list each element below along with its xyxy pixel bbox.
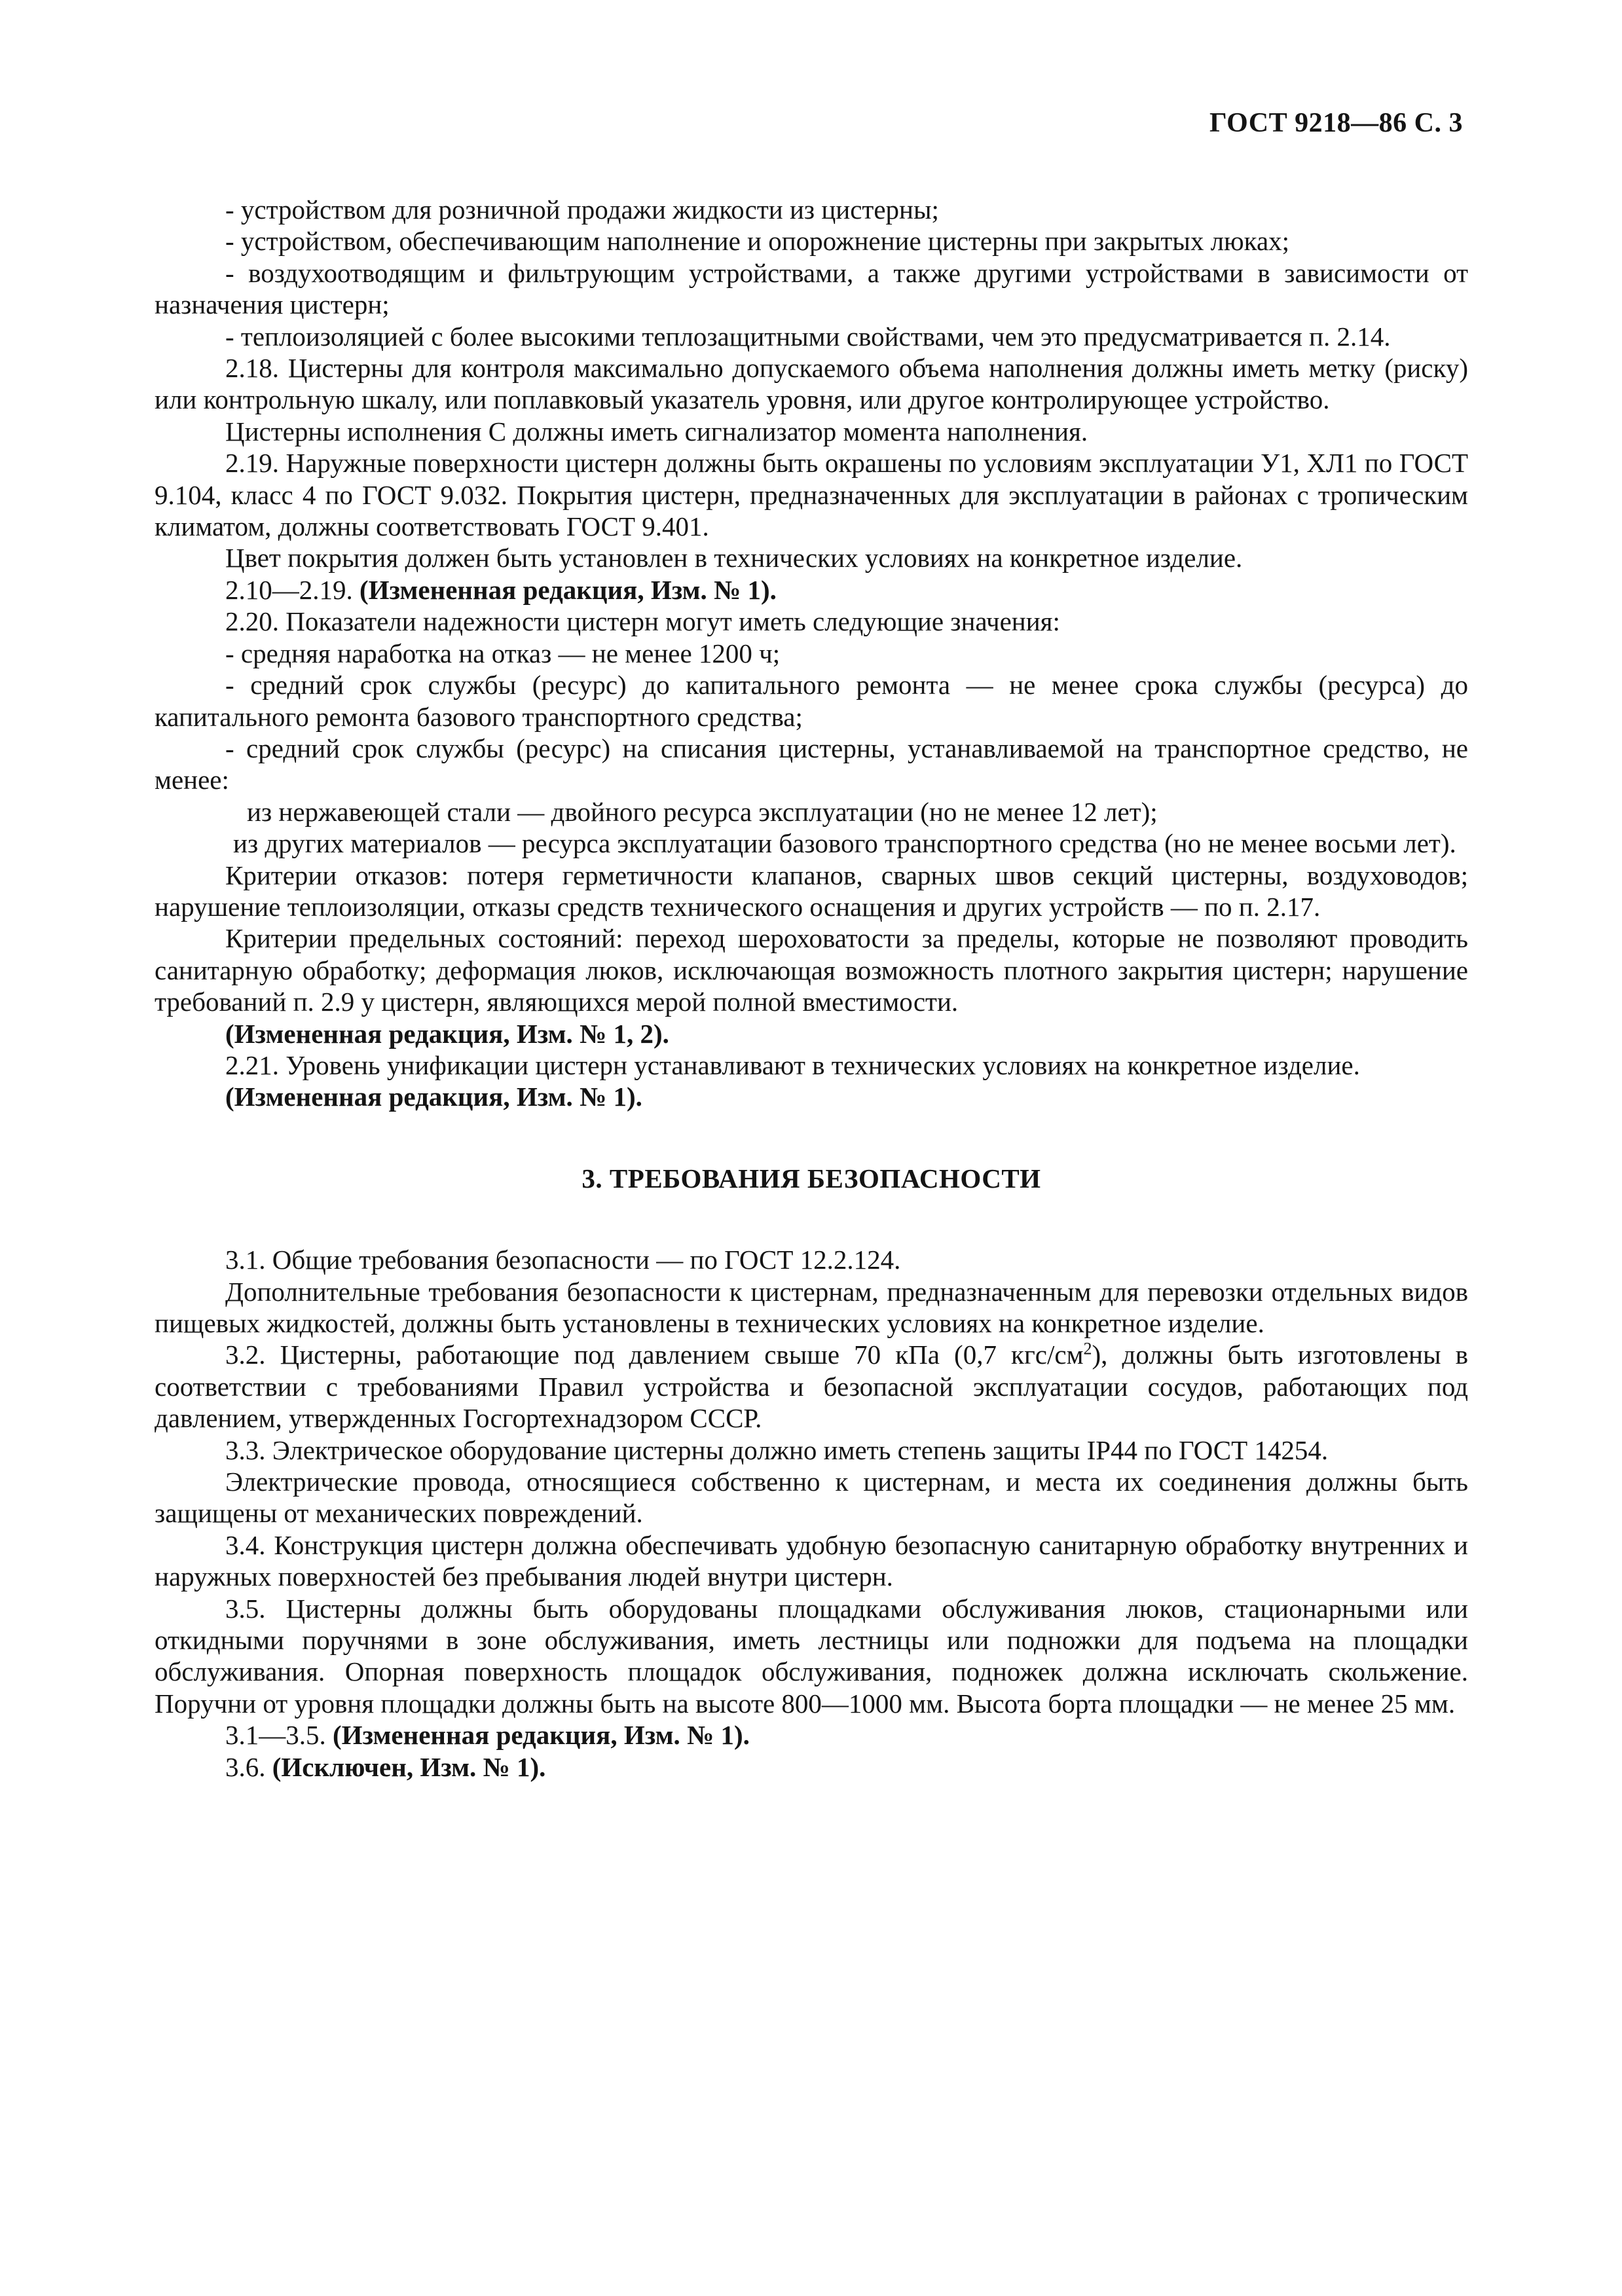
paragraph: 3.3. Электрическое оборудование цистерны должно иметь степень защиты IP44 по ГОСТ 14254.	[225, 1434, 1329, 1465]
paragraph: Критерии отказов: потеря герметичности клапанов, сварных швов секций цистерны, воздуховодов; нарушение теплоизоляции, отказы средств технического оснащения и других устройств — по п. 2.17.	[155, 860, 1468, 922]
paragraph: Дополнительные требования безопасности к цистернам, предназначенным для перевозки отдельных видов пищевых жидкостей, должны быть установлены в технических условиях на конкретное изделие.	[155, 1276, 1468, 1338]
superscript: 2	[1083, 1339, 1092, 1358]
paragraph: Цистерны исполнения С должны иметь сигнализатор момента наполнения.	[225, 416, 1088, 446]
paragraph: 3.5. Цистерны должны быть оборудованы площадками обслуживания люков, стационарными или откидными поручнями в зоне обслуживания, иметь лестницы или подножки для подъема на площадки обслуживания. Опорная поверхность площадок обслуживания, подножек должна исключать скольжение. Поручни от уровня площадки должны быть на высоте 800—1000 мм. Высота борта площадки — не менее 25 мм.	[155, 1593, 1468, 1719]
amendment-text: (Измененная редакция, Изм. № 1).	[359, 574, 777, 605]
paragraph: 3.1. Общие требования безопасности — по ГОСТ 12.2.124.	[225, 1245, 901, 1275]
paragraph: 3.4. Конструкция цистерн должна обеспечивать удобную безопасную санитарную обработку внутренних и наружных поверхностей без пребывания людей внутри цистерн.	[155, 1529, 1468, 1592]
paragraph: - устройством, обеспечивающим наполнение и опорожнение цистерны при закрытых люках;	[225, 226, 1290, 257]
paragraph	[155, 1339, 1468, 1434]
paragraph: Цвет покрытия должен быть установлен в технических условиях на конкретное изделие.	[225, 543, 1243, 574]
amendment-clause-range: 3.1—3.5.	[225, 1720, 326, 1751]
paragraph: 2.21. Уровень унификации цистерн устанавливают в технических условиях на конкретное изделие.	[225, 1049, 1360, 1080]
amendment-text: (Измененная редакция, Изм. № 1).	[333, 1720, 750, 1751]
paragraph: - средний срок службы (ресурс) до капитального ремонта — не менее срока службы (ресурса) до капитального ремонта базового транспортного средства;	[155, 670, 1468, 732]
paragraph-part: ), должны быть изготовлены в соответствии с требованиями Правил устройства и безопасной эксплуатации сосудов, работающих под давлением, утвержденных Госгортехнадзором СССР.	[155, 1339, 1468, 1434]
paragraph: 2.20. Показатели надежности цистерн могут иметь следующие значения:	[225, 606, 1060, 637]
paragraph: 2.19. Наружные поверхности цистерн должны быть окрашены по условиям эксплуатации У1, ХЛ1 по ГОСТ 9.104, класс 4 по ГОСТ 9.032. Покрытия цистерн, предназначенных для эксплуатации в районах с тропическим климатом, должны соответствовать ГОСТ 9.401.	[155, 448, 1468, 542]
paragraph: - средняя наработка на отказ — не менее 1200 ч;	[225, 638, 781, 668]
document-body	[155, 194, 1468, 1783]
paragraph: - теплоизоляцией с более высокими теплозащитными свойствами, чем это предусматривается п. 2.14.	[225, 321, 1391, 352]
amendment-note: (Измененная редакция, Изм. № 1).	[225, 1082, 642, 1112]
amendment-note	[155, 574, 1468, 606]
paragraph: - средний срок службы (ресурс) на списания цистерны, устанавливаемой на транспортное средство, не менее:	[155, 733, 1468, 795]
paragraph: из нержавеющей стали — двойного ресурса эксплуатации (но не менее 12 лет);	[247, 796, 1158, 827]
amendment-clause-range: 2.10—2.19.	[225, 574, 353, 605]
paragraph: - устройством для розничной продажи жидкости из цистерны;	[225, 194, 939, 225]
paragraph: 2.18. Цистерны для контроля максимально допускаемого объема наполнения должны иметь метку (риску) или контрольную шкалу, или поплавковый указатель уровня, или другое контролирующее устройство.	[155, 353, 1468, 415]
amendment-note: (Измененная редакция, Изм. № 1, 2).	[225, 1018, 669, 1049]
section-heading: 3. ТРЕБОВАНИЯ БЕЗОПАСНОСТИ	[581, 1163, 1041, 1194]
paragraph: Электрические провода, относящиеся собственно к цистернам, и места их соединения должны быть защищены от механических повреждений.	[155, 1467, 1468, 1529]
paragraph: из других материалов — ресурса эксплуатации базового транспортного средства (но не менее восьми лет).	[233, 828, 1456, 859]
amendment-note	[155, 1719, 1468, 1751]
paragraph: Критерии предельных состояний: переход шероховатости за пределы, которые не позволяют проводить санитарную обработку; деформация люков, исключающая возможность плотного закрытия цистерн; нарушение требований п. 2.9 у цистерн, являющихся мерой полной вместимости.	[155, 923, 1468, 1017]
running-header: ГОСТ 9218—86 С. 3	[1209, 108, 1463, 138]
amendment-note	[155, 1751, 1468, 1783]
paragraph: - воздухоотводящим и фильтрующим устройствами, а также другими устройствами в зависимости от назначения цистерн;	[155, 257, 1468, 320]
amendment-text: (Исключен, Изм. № 1).	[272, 1751, 546, 1782]
paragraph-part: 3.2. Цистерны, работающие под давлением свыше 70 кПа (0,7 кгс/см	[225, 1339, 1084, 1370]
amendment-clause-range: 3.6.	[225, 1751, 266, 1782]
